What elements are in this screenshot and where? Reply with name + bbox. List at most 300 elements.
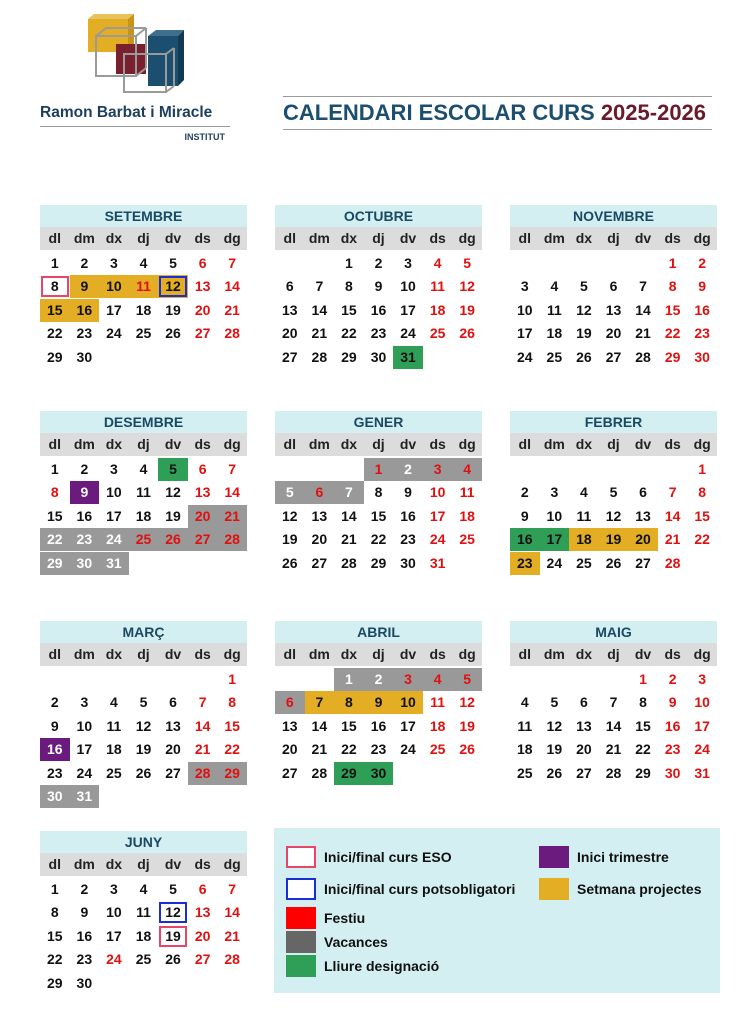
day-cell: 18 bbox=[429, 717, 446, 734]
school-name: Ramon Barbat i Miracle bbox=[40, 104, 213, 121]
day-cell: 5 bbox=[463, 254, 472, 271]
day-cell: 19 bbox=[599, 528, 629, 551]
day-cell: 18 bbox=[569, 528, 599, 551]
day-cell: 23 bbox=[664, 741, 681, 757]
day-cell: 26 bbox=[165, 951, 181, 967]
day-cell: 11 bbox=[129, 275, 159, 298]
day-cell: 16 bbox=[40, 738, 70, 761]
day-cell: 25 bbox=[576, 554, 592, 571]
day-cell: 24 bbox=[694, 741, 710, 757]
day-cell: 29 bbox=[370, 554, 387, 571]
day-cell: 30 bbox=[76, 348, 93, 365]
day-cell: 2 bbox=[698, 254, 707, 271]
day-cell: 8 bbox=[639, 694, 647, 710]
day-cell: 20 bbox=[311, 531, 328, 547]
day-cell: 20 bbox=[281, 741, 298, 757]
weekday-header: dx bbox=[569, 227, 599, 250]
day-cell: 22 bbox=[664, 325, 681, 341]
day-cell: 27 bbox=[188, 528, 218, 551]
day-cell: 23 bbox=[70, 528, 100, 551]
day-cell: 4 bbox=[423, 668, 453, 691]
day-cell: 20 bbox=[165, 741, 181, 757]
day-cell: 7 bbox=[334, 481, 364, 504]
weekday-header: dj bbox=[599, 643, 629, 666]
day-cell: 19 bbox=[158, 925, 188, 948]
day-cell: 11 bbox=[430, 694, 446, 710]
day-cell: 13 bbox=[281, 301, 298, 318]
month-novembre bbox=[510, 205, 717, 365]
day-cell: 6 bbox=[275, 691, 305, 714]
day-cell: 29 bbox=[46, 348, 63, 365]
legend-eso-swatch bbox=[286, 846, 316, 868]
day-cell: 11 bbox=[517, 717, 533, 734]
day-cell: 13 bbox=[605, 301, 622, 318]
month-febrer bbox=[510, 411, 717, 571]
weekday-header: ds bbox=[188, 433, 218, 456]
day-cell: 19 bbox=[281, 531, 298, 547]
day-cell: 9 bbox=[364, 691, 394, 714]
weekday-header: dx bbox=[334, 433, 364, 456]
legend-post bbox=[286, 878, 515, 900]
day-cell: 11 bbox=[546, 301, 562, 318]
weekday-header: ds bbox=[188, 643, 218, 666]
day-cell: 22 bbox=[341, 325, 357, 341]
weekday-header: dv bbox=[393, 643, 423, 666]
logo-cubes-icon bbox=[86, 14, 196, 94]
day-cell: 22 bbox=[40, 528, 70, 551]
day-cell: 17 bbox=[400, 717, 416, 734]
day-cell: 20 bbox=[188, 505, 218, 528]
day-cell: 14 bbox=[664, 507, 681, 524]
weekday-header: dj bbox=[129, 433, 159, 456]
day-cell: 25 bbox=[429, 325, 446, 341]
day-cell: 18 bbox=[516, 741, 533, 757]
day-cell: 25 bbox=[459, 531, 475, 547]
weekday-header: dl bbox=[275, 433, 305, 456]
day-cell: 12 bbox=[459, 694, 475, 710]
day-cell: 7 bbox=[639, 278, 647, 294]
day-cell: 15 bbox=[635, 717, 651, 734]
day-cell: 22 bbox=[224, 741, 240, 757]
day-cell: 25 bbox=[135, 951, 152, 967]
day-cell: 28 bbox=[224, 951, 240, 967]
weekday-header: dv bbox=[393, 227, 423, 250]
day-cell: 23 bbox=[370, 325, 387, 341]
day-cell: 7 bbox=[609, 694, 618, 710]
day-cell: 5 bbox=[139, 694, 148, 710]
day-cell: 9 bbox=[374, 278, 383, 294]
legend-vacances-label: Vacances bbox=[324, 934, 388, 950]
day-cell: 26 bbox=[605, 554, 622, 571]
day-cell: 29 bbox=[46, 974, 63, 991]
day-cell: 14 bbox=[311, 717, 328, 734]
day-cell: 13 bbox=[165, 717, 181, 734]
day-cell: 8 bbox=[50, 484, 59, 500]
day-cell: 1 bbox=[345, 254, 353, 271]
day-cell: 3 bbox=[698, 670, 707, 687]
day-cell: 20 bbox=[281, 325, 298, 341]
month-title: MAIG bbox=[510, 621, 717, 643]
day-cell: 19 bbox=[459, 301, 475, 318]
weekday-header: dv bbox=[628, 433, 658, 456]
day-cell: 25 bbox=[129, 528, 159, 551]
weekday-header: dg bbox=[687, 227, 717, 250]
weekday-header: dx bbox=[334, 227, 364, 250]
day-cell: 6 bbox=[198, 460, 207, 477]
day-cell: 22 bbox=[46, 951, 63, 967]
day-cell: 4 bbox=[139, 460, 148, 477]
day-cell: 17 bbox=[516, 325, 533, 341]
day-cell: 11 bbox=[430, 278, 446, 294]
legend-trimestre bbox=[539, 846, 669, 868]
weekday-header: dx bbox=[569, 433, 599, 456]
day-cell: 11 bbox=[106, 717, 122, 734]
day-cell: 31 bbox=[694, 764, 710, 781]
page-title bbox=[283, 100, 706, 126]
weekday-header: ds bbox=[658, 227, 688, 250]
weekday-header: dl bbox=[40, 853, 70, 876]
day-cell: 27 bbox=[635, 554, 651, 571]
day-cell: 17 bbox=[540, 528, 570, 551]
day-cell: 3 bbox=[550, 484, 559, 500]
day-cell: 8 bbox=[40, 275, 70, 298]
day-cell: 8 bbox=[228, 694, 237, 710]
weekday-header: dv bbox=[628, 227, 658, 250]
day-cell: 10 bbox=[516, 301, 533, 318]
day-cell: 24 bbox=[106, 325, 122, 341]
day-cell: 5 bbox=[169, 880, 177, 897]
day-cell: 16 bbox=[400, 507, 416, 524]
day-cell: 16 bbox=[370, 717, 387, 734]
day-cell: 4 bbox=[139, 254, 148, 271]
day-cell: 24 bbox=[400, 325, 416, 341]
weekday-header: dv bbox=[628, 643, 658, 666]
day-cell: 15 bbox=[46, 507, 63, 524]
day-cell: 17 bbox=[106, 301, 122, 318]
weekday-header: dg bbox=[452, 227, 482, 250]
day-cell: 26 bbox=[158, 528, 188, 551]
weekday-header: dv bbox=[393, 433, 423, 456]
day-cell: 13 bbox=[194, 484, 211, 500]
day-cell: 21 bbox=[635, 325, 651, 341]
day-cell: 21 bbox=[194, 741, 211, 757]
day-cell: 10 bbox=[400, 278, 416, 294]
weekday-header: dv bbox=[158, 643, 188, 666]
day-cell: 26 bbox=[546, 764, 563, 781]
day-cell: 21 bbox=[605, 741, 622, 757]
weekday-header: dx bbox=[99, 227, 129, 250]
day-cell: 14 bbox=[605, 717, 622, 734]
day-cell: 30 bbox=[664, 764, 681, 781]
day-cell: 2 bbox=[80, 460, 89, 477]
day-cell: 17 bbox=[694, 717, 710, 734]
month-title: NOVEMBRE bbox=[510, 205, 717, 227]
day-cell: 6 bbox=[169, 694, 177, 710]
day-cell: 30 bbox=[694, 348, 710, 365]
day-cell: 30 bbox=[400, 554, 416, 571]
day-cell: 5 bbox=[550, 694, 559, 710]
day-cell: 9 bbox=[50, 717, 59, 734]
day-cell: 27 bbox=[281, 764, 298, 781]
day-cell: 15 bbox=[341, 301, 357, 318]
day-cell: 17 bbox=[106, 927, 122, 944]
legend-festiu bbox=[286, 907, 365, 929]
title-text: CALENDARI ESCOLAR CURS bbox=[283, 100, 595, 125]
day-cell: 5 bbox=[275, 481, 305, 504]
day-cell: 9 bbox=[70, 275, 100, 298]
month-abril bbox=[275, 621, 482, 781]
weekday-header: dl bbox=[510, 643, 540, 666]
legend-festiu-swatch bbox=[286, 907, 316, 929]
day-cell: 25 bbox=[546, 348, 563, 365]
day-cell: 12 bbox=[165, 484, 181, 500]
day-cell: 21 bbox=[224, 301, 240, 318]
legend-post-swatch bbox=[286, 878, 316, 900]
day-cell: 27 bbox=[194, 325, 211, 341]
day-cell: 16 bbox=[510, 528, 540, 551]
day-cell: 12 bbox=[605, 507, 622, 524]
day-cell: 11 bbox=[576, 507, 592, 524]
legend-vacances-swatch bbox=[286, 931, 316, 953]
month-setembre bbox=[40, 205, 247, 365]
day-cell: 21 bbox=[664, 531, 681, 547]
day-cell: 12 bbox=[546, 717, 563, 734]
day-cell: 28 bbox=[217, 528, 247, 551]
day-cell: 26 bbox=[459, 325, 475, 341]
day-cell: 20 bbox=[194, 301, 211, 318]
day-cell: 26 bbox=[459, 741, 475, 757]
school-logo bbox=[40, 14, 240, 144]
day-cell: 1 bbox=[50, 460, 59, 477]
month-juny bbox=[40, 831, 247, 991]
weekday-header: dl bbox=[510, 227, 540, 250]
day-cell: 10 bbox=[429, 484, 446, 500]
legend-lliure-swatch bbox=[286, 955, 316, 977]
day-cell: 9 bbox=[698, 278, 707, 294]
weekday-header: dm bbox=[305, 643, 335, 666]
day-cell: 19 bbox=[576, 325, 592, 341]
day-cell: 26 bbox=[135, 764, 152, 781]
day-cell: 28 bbox=[341, 554, 357, 571]
day-cell: 8 bbox=[374, 484, 383, 500]
day-cell: 21 bbox=[311, 741, 328, 757]
day-cell: 10 bbox=[546, 507, 563, 524]
day-cell: 28 bbox=[664, 554, 681, 571]
legend-festiu-label: Festiu bbox=[324, 910, 366, 926]
month-title: SETEMBRE bbox=[40, 205, 247, 227]
month-maig bbox=[510, 621, 717, 781]
day-cell: 14 bbox=[635, 301, 651, 318]
day-cell: 29 bbox=[341, 348, 357, 365]
day-cell: 24 bbox=[400, 741, 416, 757]
day-cell: 3 bbox=[404, 254, 412, 271]
day-cell: 10 bbox=[106, 904, 122, 920]
day-cell: 1 bbox=[228, 670, 237, 687]
day-cell: 16 bbox=[664, 717, 681, 734]
day-cell: 15 bbox=[224, 717, 240, 734]
day-cell: 12 bbox=[135, 717, 152, 734]
day-cell: 31 bbox=[429, 554, 446, 571]
legend-eso-label: Inici/final curs ESO bbox=[324, 849, 452, 865]
weekday-header: dv bbox=[158, 853, 188, 876]
weekday-header: dg bbox=[687, 643, 717, 666]
day-cell: 4 bbox=[110, 694, 118, 710]
month-title: MARÇ bbox=[40, 621, 247, 643]
month-title: GENER bbox=[275, 411, 482, 433]
day-cell: 8 bbox=[50, 904, 59, 920]
weekday-header: dj bbox=[599, 433, 629, 456]
day-cell: 23 bbox=[76, 951, 93, 967]
day-cell: 2 bbox=[520, 484, 529, 500]
legend-lliure-label: Lliure designació bbox=[324, 958, 440, 974]
day-cell: 25 bbox=[516, 764, 533, 781]
day-cell: 13 bbox=[281, 717, 298, 734]
weekday-header: dm bbox=[70, 227, 100, 250]
day-cell: 24 bbox=[516, 348, 533, 365]
day-cell: 1 bbox=[668, 254, 677, 271]
day-cell: 10 bbox=[393, 691, 423, 714]
day-cell: 14 bbox=[311, 301, 328, 318]
day-cell: 16 bbox=[76, 507, 93, 524]
day-cell: 7 bbox=[228, 880, 237, 897]
weekday-header: ds bbox=[423, 433, 453, 456]
day-cell: 6 bbox=[198, 880, 207, 897]
day-cell: 29 bbox=[334, 762, 364, 785]
day-cell: 5 bbox=[169, 254, 177, 271]
day-cell: 22 bbox=[370, 531, 387, 547]
weekday-header: dm bbox=[305, 433, 335, 456]
day-cell: 5 bbox=[609, 484, 618, 500]
day-cell: 30 bbox=[364, 762, 394, 785]
day-cell: 22 bbox=[635, 741, 651, 757]
weekday-header: ds bbox=[423, 643, 453, 666]
day-cell: 27 bbox=[165, 764, 181, 781]
day-cell: 17 bbox=[429, 507, 446, 524]
day-cell: 27 bbox=[281, 348, 298, 365]
day-cell: 11 bbox=[459, 484, 475, 500]
day-cell: 25 bbox=[135, 325, 152, 341]
day-cell: 19 bbox=[165, 301, 181, 318]
day-cell: 28 bbox=[635, 348, 651, 365]
day-cell: 10 bbox=[694, 694, 710, 710]
day-cell: 3 bbox=[80, 694, 89, 710]
day-cell: 6 bbox=[285, 278, 294, 294]
day-cell: 30 bbox=[370, 348, 387, 365]
day-cell: 2 bbox=[364, 668, 394, 691]
day-cell: 22 bbox=[46, 325, 63, 341]
weekday-header: dg bbox=[217, 853, 247, 876]
weekday-header: dx bbox=[99, 433, 129, 456]
day-cell: 9 bbox=[520, 507, 529, 524]
day-cell: 8 bbox=[698, 484, 707, 500]
day-cell: 15 bbox=[694, 507, 710, 524]
day-cell: 30 bbox=[70, 552, 100, 575]
day-cell: 30 bbox=[40, 785, 70, 808]
day-cell: 20 bbox=[194, 927, 211, 944]
day-cell: 25 bbox=[429, 741, 446, 757]
weekday-header: dm bbox=[540, 643, 570, 666]
weekday-header: ds bbox=[423, 227, 453, 250]
weekday-header: dl bbox=[40, 643, 70, 666]
day-cell: 17 bbox=[106, 507, 122, 524]
legend-trimestre-swatch bbox=[539, 846, 569, 868]
legend-lliure bbox=[286, 955, 439, 977]
day-cell: 9 bbox=[404, 484, 412, 500]
day-cell: 7 bbox=[668, 484, 677, 500]
day-cell: 27 bbox=[576, 764, 592, 781]
day-cell: 23 bbox=[46, 764, 63, 781]
day-cell: 4 bbox=[433, 254, 442, 271]
weekday-header: dm bbox=[70, 433, 100, 456]
weekday-header: dg bbox=[217, 643, 247, 666]
day-cell: 18 bbox=[459, 507, 475, 524]
weekday-header: dl bbox=[275, 643, 305, 666]
weekday-header: dg bbox=[452, 643, 482, 666]
weekday-header: dm bbox=[70, 853, 100, 876]
day-cell: 19 bbox=[165, 507, 181, 524]
day-cell: 15 bbox=[341, 717, 357, 734]
day-cell: 28 bbox=[311, 348, 328, 365]
day-cell: 6 bbox=[609, 278, 618, 294]
weekday-header: dj bbox=[364, 227, 394, 250]
weekday-header: dm bbox=[305, 227, 335, 250]
month-marc bbox=[40, 621, 247, 804]
weekday-header: dx bbox=[334, 643, 364, 666]
day-cell: 10 bbox=[99, 275, 129, 298]
day-cell: 22 bbox=[694, 531, 710, 547]
weekday-header: dx bbox=[99, 853, 129, 876]
legend-projectes-label: Setmana projectes bbox=[577, 881, 702, 897]
day-cell: 23 bbox=[510, 552, 540, 575]
weekday-header: dj bbox=[129, 643, 159, 666]
day-cell: 20 bbox=[605, 325, 622, 341]
day-cell: 19 bbox=[459, 717, 475, 734]
day-cell: 17 bbox=[400, 301, 416, 318]
weekday-header: dj bbox=[599, 227, 629, 250]
month-title: FEBRER bbox=[510, 411, 717, 433]
day-cell: 9 bbox=[668, 694, 677, 710]
day-cell: 28 bbox=[224, 325, 240, 341]
day-cell: 5 bbox=[452, 668, 482, 691]
weekday-header: ds bbox=[188, 227, 218, 250]
day-cell: 18 bbox=[429, 301, 446, 318]
day-cell: 16 bbox=[370, 301, 387, 318]
day-cell: 2 bbox=[80, 254, 89, 271]
day-cell: 23 bbox=[400, 531, 416, 547]
day-cell: 31 bbox=[393, 346, 423, 369]
weekday-header: dv bbox=[158, 433, 188, 456]
day-cell: 1 bbox=[698, 460, 707, 477]
day-cell: 29 bbox=[664, 348, 681, 365]
day-cell: 10 bbox=[106, 484, 122, 500]
day-cell: 1 bbox=[639, 670, 647, 687]
day-cell: 13 bbox=[576, 717, 592, 734]
weekday-header: dj bbox=[364, 433, 394, 456]
day-cell: 2 bbox=[393, 458, 423, 481]
title-bottom-rule bbox=[283, 129, 712, 130]
day-cell: 5 bbox=[158, 458, 188, 481]
month-octubre bbox=[275, 205, 482, 365]
day-cell: 23 bbox=[76, 325, 93, 341]
weekday-header: dl bbox=[40, 227, 70, 250]
day-cell: 9 bbox=[80, 904, 89, 920]
day-cell: 3 bbox=[520, 278, 529, 294]
day-cell: 9 bbox=[70, 481, 100, 504]
day-cell: 3 bbox=[393, 668, 423, 691]
weekday-header: dl bbox=[40, 433, 70, 456]
day-cell: 7 bbox=[228, 254, 237, 271]
day-cell: 7 bbox=[305, 691, 335, 714]
